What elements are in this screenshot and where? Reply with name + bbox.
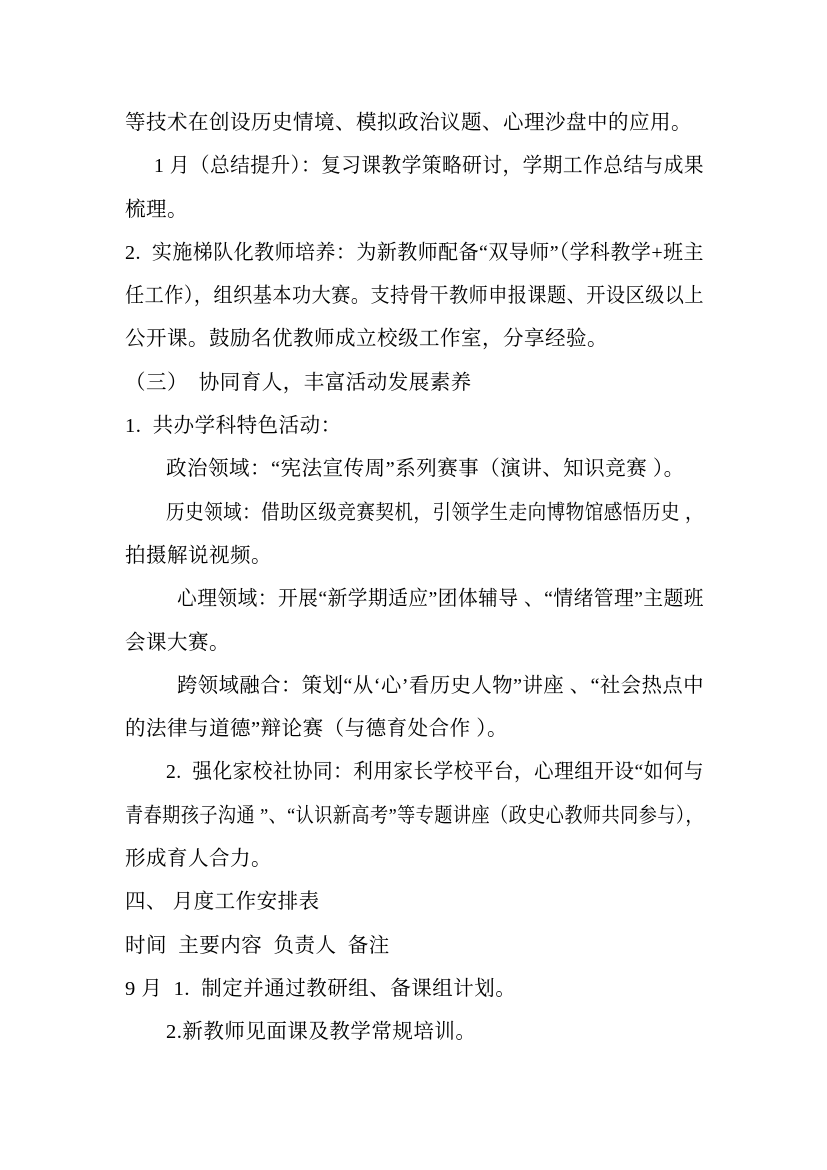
document-line: [125, 405, 704, 448]
document-line-text: 心理领域：开展“新学期适应”团体辅导 、“情绪管理”主题班: [177, 588, 704, 611]
table-row-line: [125, 968, 704, 1011]
table-header-line: [125, 925, 704, 968]
document-line-text: 任工作），组织基本功大赛。支持骨干教师申报课题、开设区级以上: [125, 285, 704, 308]
document-line: [125, 708, 704, 751]
document-line-text: 梳理。: [125, 198, 188, 221]
document-section-heading: [125, 881, 704, 924]
document-line: [125, 535, 704, 578]
document-line-text: 1 月（总结提升）：复习课教学策略研讨，学期工作总结与成果: [154, 155, 704, 178]
document-line: [125, 751, 704, 794]
table-row-line: [125, 1011, 704, 1054]
document-line-text: 2.新教师见面课及教学常规培训。: [166, 1021, 477, 1044]
document-line-text: 拍摄解说视频。: [125, 544, 272, 567]
document-line: [125, 492, 704, 535]
document-line-text: 时间 主要内容 负责人 备注: [125, 934, 390, 957]
document-line-text: 形成育人合力。: [125, 848, 272, 871]
document-line-text: 跨领域融合：策划“从‘心’看历史人物”讲座 、“社会热点中: [177, 674, 704, 697]
document-section-heading: [125, 362, 704, 405]
document-line: [125, 232, 704, 275]
document-line: [125, 318, 704, 361]
document-line: [125, 102, 704, 145]
document-line: [125, 665, 704, 708]
document-line-text: 历史领域：借助区级竞赛契机，引领学生走向博物馆感悟历史 ，: [166, 501, 704, 524]
document-line: [125, 622, 704, 665]
document-line-text: 的法律与道德”辩论赛（与德育处合作 ）。: [125, 718, 508, 741]
document-line-text: 会课大赛。: [125, 631, 230, 654]
document-line-text: 等技术在创设历史情境、模拟政治议题、心理沙盘中的应用。: [125, 112, 692, 134]
document-line: [125, 275, 704, 318]
document-line: [125, 578, 704, 621]
document-line-text: 2. 实施梯队化教师培养：为新教师配备“双导师”（学科教学+班主: [125, 241, 704, 264]
document-line-text: 1. 共办学科特色活动：: [125, 415, 342, 438]
document-line: [125, 189, 704, 232]
document-line-text: 公开课。鼓励名优教师成立校级工作室，分享经验。: [125, 328, 608, 351]
document-line-text: 四、 月度工作安排表: [125, 891, 320, 914]
document-line-text: 青春期孩子沟通 ”、“认识新高考”等专题讲座（政史心教师共同参与），: [125, 804, 704, 827]
document-line-text: 9 月 1. 制定并通过教研组、备课组计划。: [125, 977, 517, 1000]
document-line: [125, 795, 704, 838]
document-line-text: 2. 强化家校社协同：利用家长学校平台，心理组开设“如何与: [166, 761, 704, 784]
document-line: [125, 145, 704, 188]
document-line: [125, 838, 704, 881]
document-content: [125, 102, 704, 1055]
document-line-text: （三） 协同育人，丰富活动发展素养: [125, 371, 472, 394]
document-line: [125, 448, 704, 491]
document-line-text: 政治领域：“宪法宣传周”系列赛事（演讲、知识竞赛 ）。: [166, 458, 685, 481]
